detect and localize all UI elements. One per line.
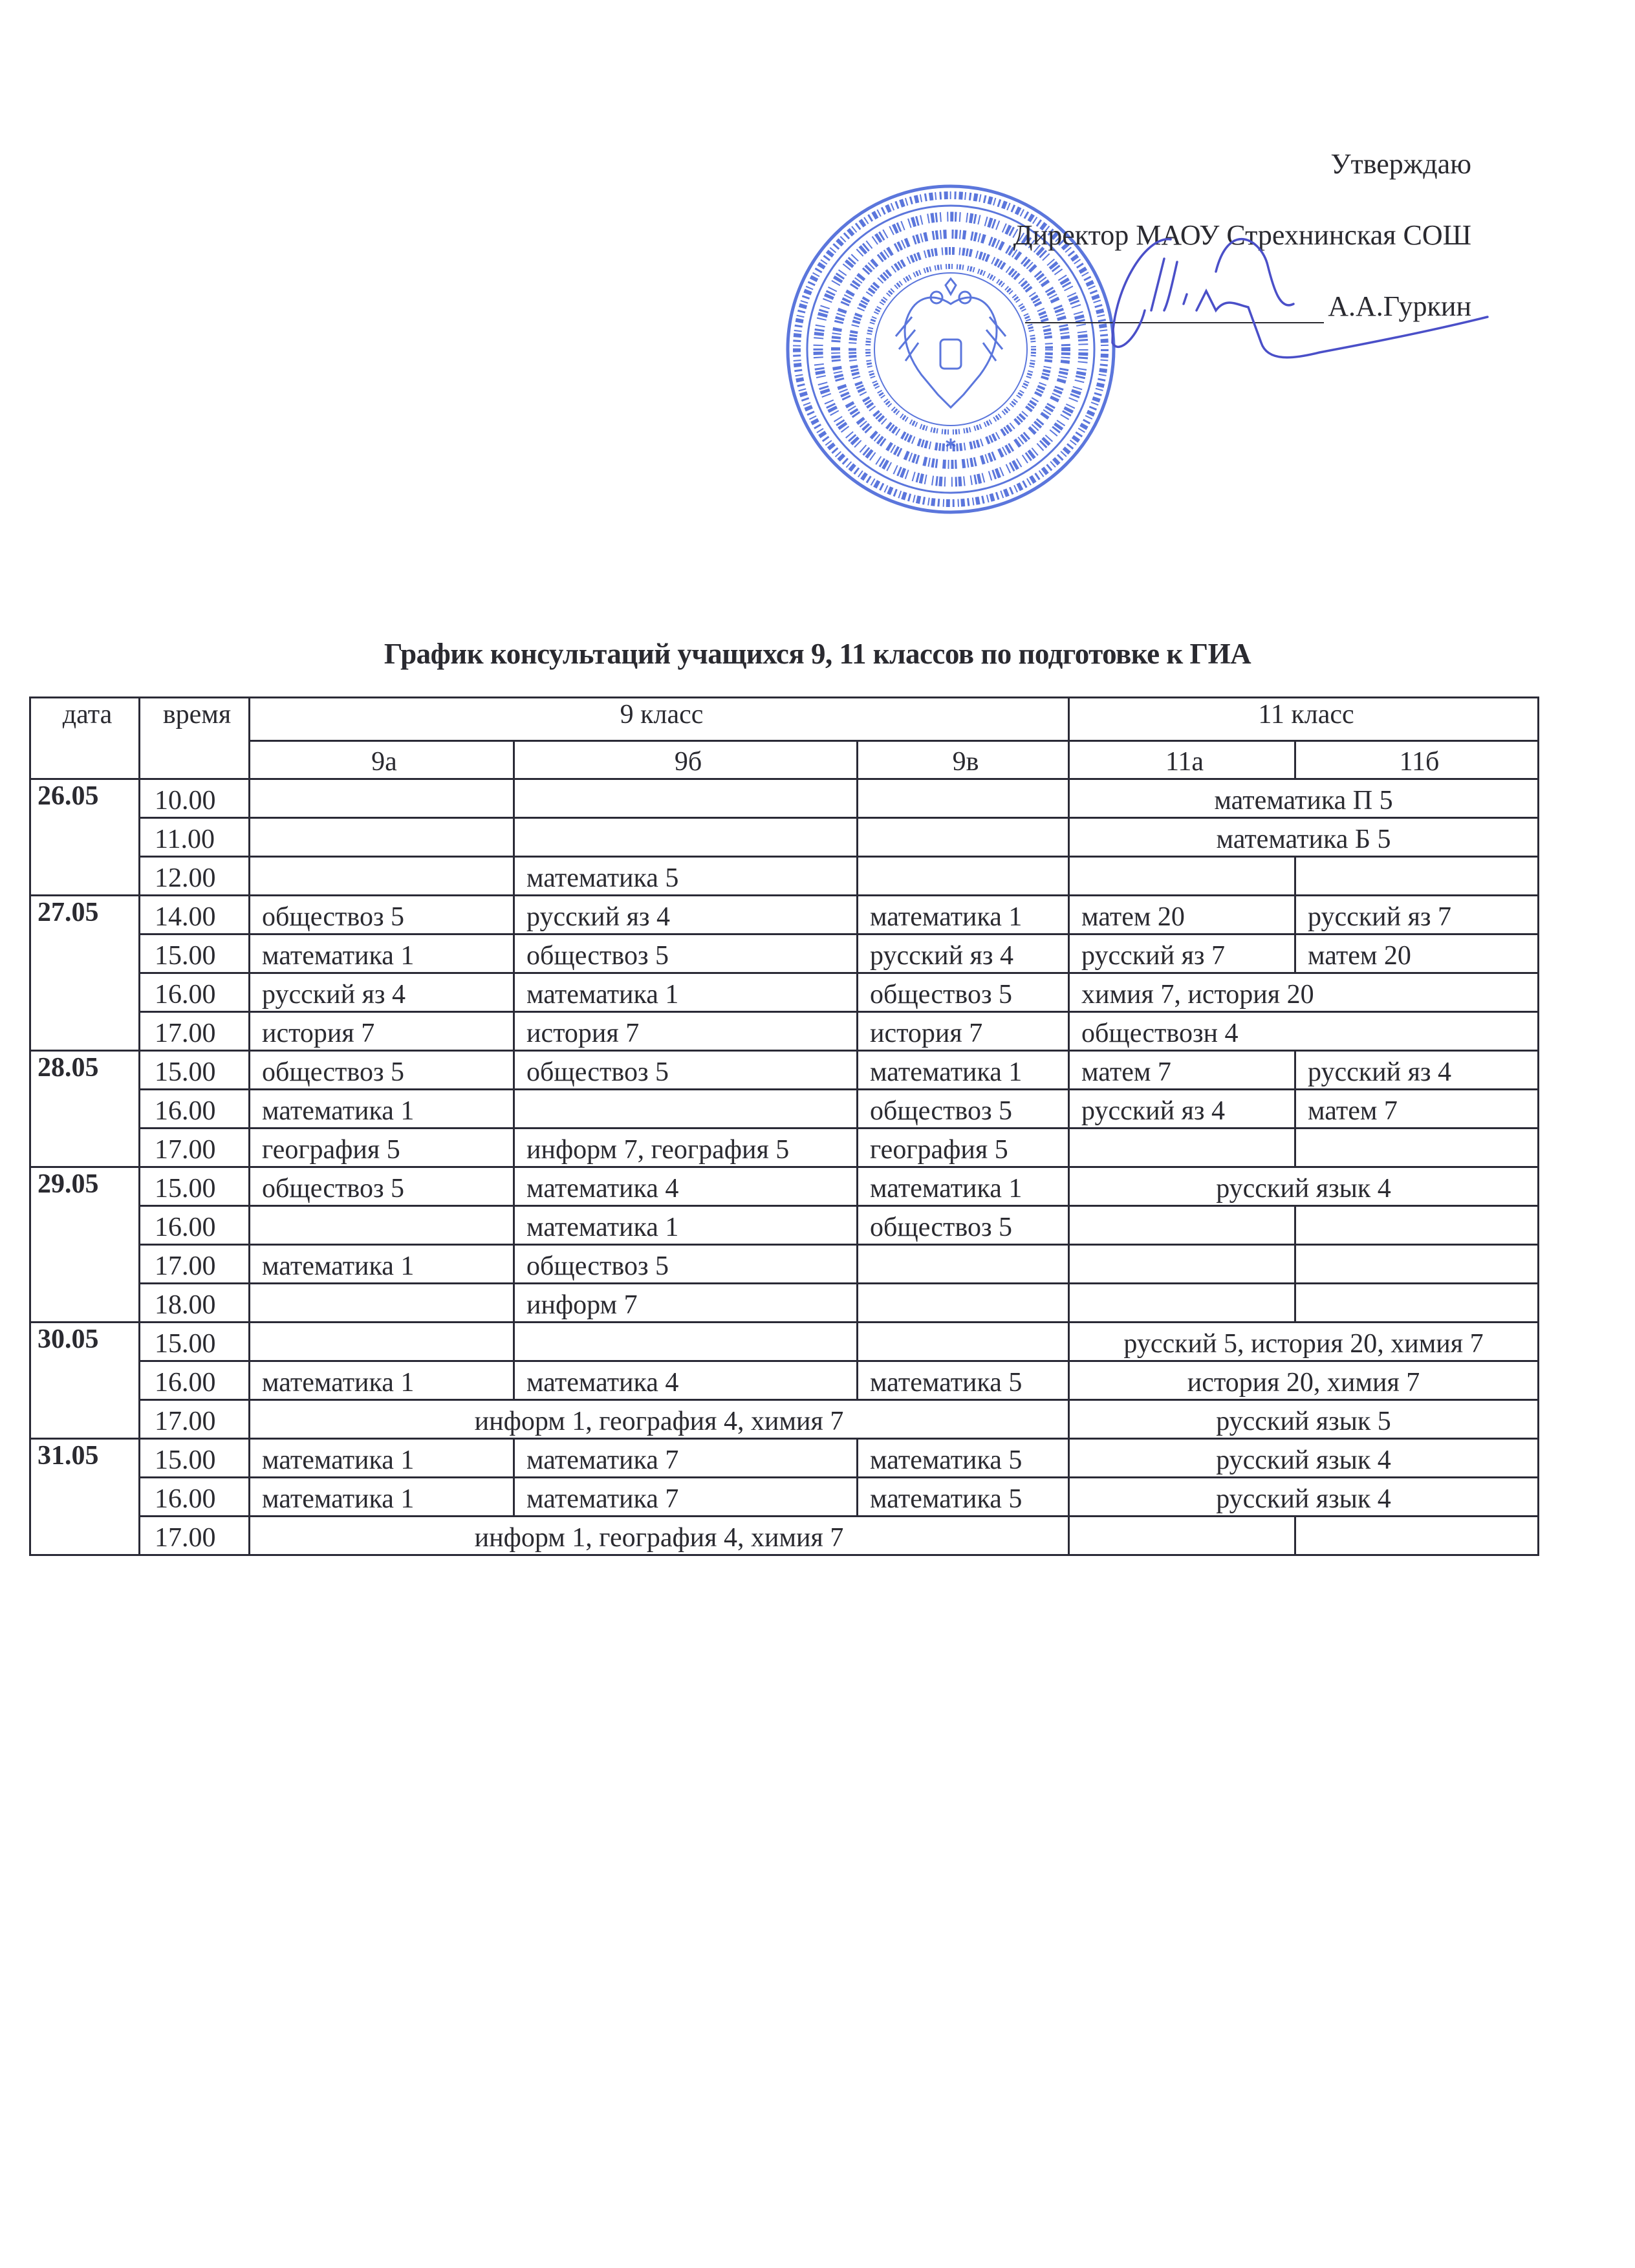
empty-cell	[1295, 1284, 1539, 1323]
subject-cell: математика 1	[250, 934, 514, 973]
table-row	[30, 1012, 1539, 1051]
table-row	[30, 1323, 1539, 1361]
table-row	[30, 1090, 1539, 1129]
empty-cell	[858, 1245, 1069, 1284]
subject-cell: география 5	[858, 1129, 1069, 1167]
time-cell: 12.00	[140, 857, 250, 896]
time-cell: 15.00	[140, 1167, 250, 1206]
handwritten-signature	[1099, 213, 1500, 375]
subject-cell: информ 1, география 4, химия 7	[250, 1400, 1069, 1439]
table-row	[30, 1517, 1539, 1555]
header-class-11b: 11б	[1295, 741, 1539, 779]
subject-cell: математика 1	[514, 1206, 858, 1245]
subject-cell: обществоз 5	[858, 1206, 1069, 1245]
subject-cell: математика 1	[250, 1245, 514, 1284]
subject-cell: математика 5	[858, 1361, 1069, 1400]
table-row	[30, 1439, 1539, 1478]
header-class-11a: 11а	[1069, 741, 1295, 779]
table-row	[30, 818, 1539, 857]
subject-cell: математика 4	[514, 1167, 858, 1206]
empty-cell	[1069, 1129, 1295, 1167]
date-cell: 27.05	[30, 896, 140, 1051]
header-date: дата	[30, 698, 140, 779]
date-cell: 30.05	[30, 1323, 140, 1439]
empty-cell	[1295, 1245, 1539, 1284]
date-cell: 31.05	[30, 1439, 140, 1555]
coat-of-arms-icon	[896, 279, 1006, 449]
approval-label: Утверждаю	[1330, 148, 1471, 180]
time-cell: 17.00	[140, 1400, 250, 1439]
document-title: График консультаций учащихся 9, 11 классов по подготовке к ГИА	[384, 638, 1251, 670]
table-row	[30, 1245, 1539, 1284]
date-cell: 29.05	[30, 1167, 140, 1323]
time-cell: 16.00	[140, 1206, 250, 1245]
director-title: Директор МАОУ Стрехнинская СОШ	[1013, 219, 1471, 251]
empty-cell	[1069, 857, 1295, 896]
time-cell: 16.00	[140, 1090, 250, 1129]
subject-cell: русский яз 4	[514, 896, 858, 934]
empty-cell	[250, 1284, 514, 1323]
subject-cell: история 7	[514, 1012, 858, 1051]
subject-cell: математика 1	[858, 896, 1069, 934]
subject-cell: обществоз 5	[858, 1090, 1069, 1129]
empty-cell	[1295, 1517, 1539, 1555]
empty-cell	[1069, 1245, 1295, 1284]
consultation-schedule-table	[29, 697, 1539, 1556]
subject-cell: математика 5	[858, 1478, 1069, 1517]
empty-cell	[250, 779, 514, 818]
empty-cell	[250, 1206, 514, 1245]
subject-cell: матем 20	[1069, 896, 1295, 934]
date-cell: 26.05	[30, 779, 140, 896]
header-grade-9: 9 класс	[250, 698, 1069, 741]
subject-cell: русский язык 4	[1069, 1439, 1539, 1478]
subject-cell: обществозн 4	[1069, 1012, 1539, 1051]
subject-cell: русский язык 5	[1069, 1400, 1539, 1439]
subject-cell: география 5	[250, 1129, 514, 1167]
empty-cell	[858, 818, 1069, 857]
subject-cell: русский язык 4	[1069, 1478, 1539, 1517]
table-row	[30, 1051, 1539, 1090]
empty-cell	[1069, 1284, 1295, 1323]
subject-cell: математика 1	[858, 1051, 1069, 1090]
empty-cell	[1295, 1206, 1539, 1245]
empty-cell	[514, 1323, 858, 1361]
subject-cell: русский 5, история 20, химия 7	[1069, 1323, 1539, 1361]
header-grade-11: 11 класс	[1069, 698, 1539, 741]
time-cell: 17.00	[140, 1517, 250, 1555]
subject-cell: информ 7	[514, 1284, 858, 1323]
subject-cell: русский яз 4	[250, 973, 514, 1012]
header-class-9v: 9в	[858, 741, 1069, 779]
subject-cell: матем 20	[1295, 934, 1539, 973]
subject-cell: история 7	[858, 1012, 1069, 1051]
empty-cell	[1069, 1206, 1295, 1245]
time-cell: 15.00	[140, 1323, 250, 1361]
time-cell: 16.00	[140, 973, 250, 1012]
header-class-9b: 9б	[514, 741, 858, 779]
subject-cell: обществоз 5	[858, 973, 1069, 1012]
time-cell: 17.00	[140, 1129, 250, 1167]
time-cell: 15.00	[140, 934, 250, 973]
director-name: А.А.Гуркин	[1328, 290, 1471, 322]
table-row	[30, 1478, 1539, 1517]
empty-cell	[514, 818, 858, 857]
table-row	[30, 1400, 1539, 1439]
empty-cell	[514, 779, 858, 818]
empty-cell	[858, 1323, 1069, 1361]
table-row	[30, 1129, 1539, 1167]
subject-cell: обществоз 5	[514, 1245, 858, 1284]
table-row	[30, 779, 1539, 818]
date-cell: 28.05	[30, 1051, 140, 1167]
table-row	[30, 857, 1539, 896]
schedule-body	[30, 779, 1539, 1555]
time-cell: 15.00	[140, 1439, 250, 1478]
time-cell: 17.00	[140, 1245, 250, 1284]
subject-cell: математика 5	[858, 1439, 1069, 1478]
subject-cell: математика 1	[250, 1439, 514, 1478]
subject-cell: русский яз 4	[1069, 1090, 1295, 1129]
subject-cell: русский яз 7	[1069, 934, 1295, 973]
table-row	[30, 896, 1539, 934]
subject-cell: математика 7	[514, 1478, 858, 1517]
empty-cell	[858, 857, 1069, 896]
subject-cell: история 7	[250, 1012, 514, 1051]
subject-cell: русский яз 4	[1295, 1051, 1539, 1090]
subject-cell: математика П 5	[1069, 779, 1539, 818]
subject-cell: обществоз 5	[514, 1051, 858, 1090]
time-cell: 18.00	[140, 1284, 250, 1323]
empty-cell	[1295, 857, 1539, 896]
subject-cell: обществоз 5	[250, 896, 514, 934]
time-cell: 10.00	[140, 779, 250, 818]
time-cell: 15.00	[140, 1051, 250, 1090]
empty-cell	[250, 857, 514, 896]
table-row	[30, 1284, 1539, 1323]
subject-cell: математика 5	[514, 857, 858, 896]
subject-cell: математика 1	[514, 973, 858, 1012]
subject-cell: математика 1	[858, 1167, 1069, 1206]
subject-cell: русский язык 4	[1069, 1167, 1539, 1206]
time-cell: 17.00	[140, 1012, 250, 1051]
subject-cell: химия 7, история 20	[1069, 973, 1539, 1012]
time-cell: 16.00	[140, 1361, 250, 1400]
subject-cell: матем 7	[1069, 1051, 1295, 1090]
empty-cell	[858, 779, 1069, 818]
header-time: время	[140, 698, 250, 779]
empty-cell	[858, 1284, 1069, 1323]
table-row	[30, 934, 1539, 973]
table-row	[30, 1206, 1539, 1245]
subject-cell: обществоз 5	[250, 1167, 514, 1206]
subject-cell: обществоз 5	[514, 934, 858, 973]
empty-cell	[250, 818, 514, 857]
subject-cell: история 20, химия 7	[1069, 1361, 1539, 1400]
empty-cell	[1295, 1129, 1539, 1167]
empty-cell	[514, 1090, 858, 1129]
subject-cell: математика 1	[250, 1361, 514, 1400]
subject-cell: информ 1, география 4, химия 7	[250, 1517, 1069, 1555]
subject-cell: матем 7	[1295, 1090, 1539, 1129]
subject-cell: информ 7, география 5	[514, 1129, 858, 1167]
time-cell: 16.00	[140, 1478, 250, 1517]
subject-cell: математика 4	[514, 1361, 858, 1400]
header-class-9a: 9а	[250, 741, 514, 779]
table-row	[30, 1361, 1539, 1400]
empty-cell	[250, 1323, 514, 1361]
table-row	[30, 1167, 1539, 1206]
subject-cell: математика 1	[250, 1090, 514, 1129]
time-cell: 11.00	[140, 818, 250, 857]
subject-cell: математика Б 5	[1069, 818, 1539, 857]
time-cell: 14.00	[140, 896, 250, 934]
subject-cell: обществоз 5	[250, 1051, 514, 1090]
subject-cell: математика 7	[514, 1439, 858, 1478]
subject-cell: математика 1	[250, 1478, 514, 1517]
subject-cell: русский яз 4	[858, 934, 1069, 973]
empty-cell	[1069, 1517, 1295, 1555]
subject-cell: русский яз 7	[1295, 896, 1539, 934]
table-row	[30, 973, 1539, 1012]
